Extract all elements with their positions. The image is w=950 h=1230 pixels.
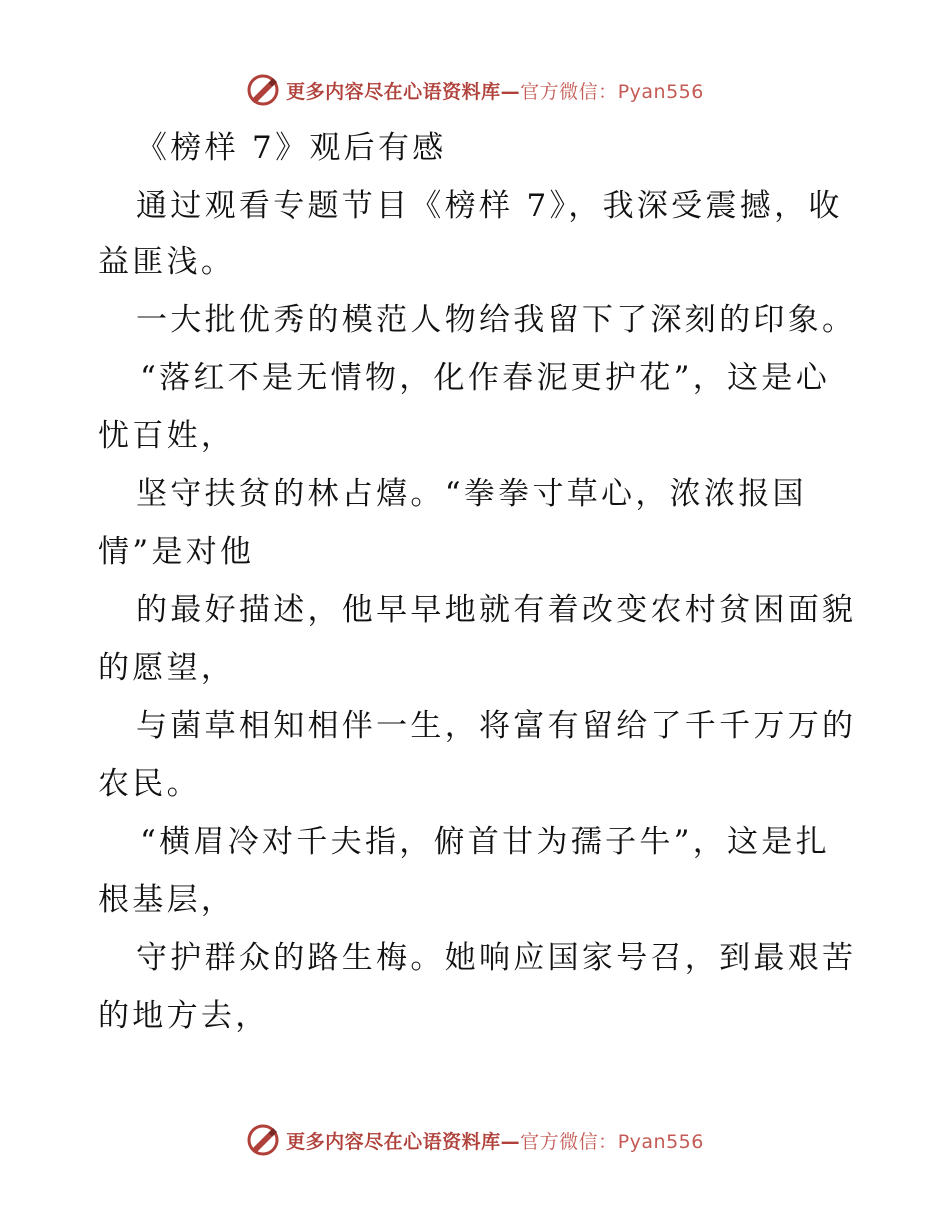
document-title: 《榜样 7》观后有感	[136, 130, 447, 166]
banner-text	[286, 77, 704, 104]
banner-text	[286, 1127, 704, 1154]
banner-main-text: 更多内容尽在心语资料库	[286, 80, 501, 103]
banner-wechat-label: 官方微信：	[520, 1130, 618, 1153]
paragraph-line: 的最好描述，他早早地就有着改变农村贫困面貌	[136, 592, 857, 628]
paragraph-line: 根基层，	[98, 882, 236, 918]
paragraph-line: 一大批优秀的模范人物给我留下了深刻的印象。	[136, 302, 857, 338]
pen-logo-icon	[246, 1123, 280, 1157]
paragraph-line: 坚守扶贫的林占熺。“拳拳寸草心，浓浓报国	[136, 476, 807, 512]
banner-wechat-id: Pyan556	[617, 1130, 704, 1153]
paragraph-line: 守护群众的路生梅。她响应国家号召，到最艰苦	[136, 940, 857, 976]
banner-main-text: 更多内容尽在心语资料库	[286, 1130, 501, 1153]
banner-dash: —	[500, 1130, 521, 1153]
paragraph-line: 的愿望，	[98, 650, 236, 686]
pen-logo-icon	[246, 73, 280, 107]
paragraph-line: 与菌草相知相伴一生，将富有留给了千千万万的	[136, 708, 857, 744]
paragraph-line: “落红不是无情物，化作春泥更护花”，这是心	[140, 360, 830, 396]
paragraph-line: 通过观看专题节目《榜样 7》，我深受震撼，收	[136, 188, 843, 224]
banner-wechat-id: Pyan556	[617, 80, 704, 103]
paragraph-line: 益匪浅。	[98, 244, 236, 280]
paragraph-line: 的地方去，	[98, 998, 270, 1034]
paragraph-line: 农民。	[98, 766, 201, 802]
banner-wechat-label: 官方微信：	[520, 80, 618, 103]
footer-banner	[0, 1118, 950, 1162]
banner-dash: —	[500, 80, 521, 103]
paragraph-line: “横眉冷对千夫指，俯首甘为孺子牛”，这是扎	[140, 824, 830, 860]
paragraph-line: 情”是对他	[98, 534, 255, 570]
header-banner	[0, 68, 950, 112]
paragraph-line: 忧百姓，	[98, 418, 236, 454]
